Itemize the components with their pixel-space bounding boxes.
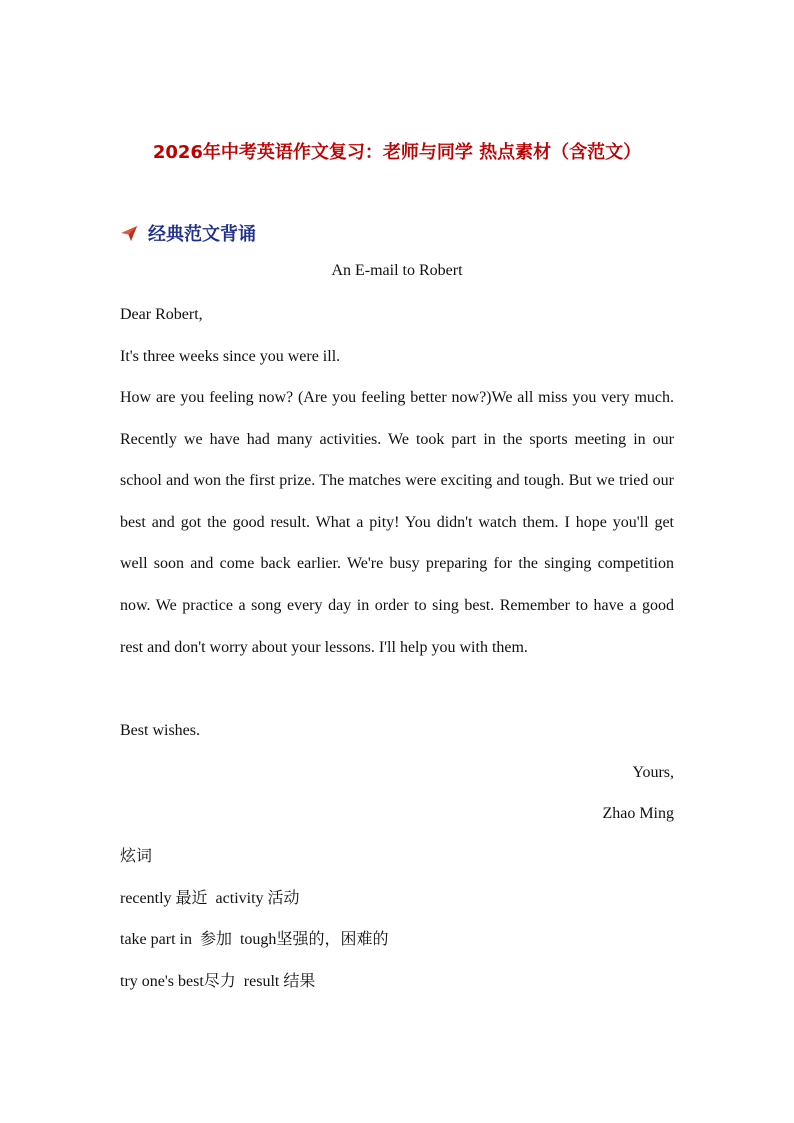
vocab-term: tough: [239, 931, 277, 948]
letter-sign-off: Yours,: [632, 764, 674, 781]
letter-sender: Zhao Ming: [602, 805, 674, 822]
vocabulary-line: [120, 877, 300, 920]
vocab-term: recently: [120, 890, 172, 907]
document-title: 2026年中考英语作文复习：老师与同学 热点素材（含范文）: [152, 142, 642, 163]
letter-opening: It's three weeks since you were ill.: [120, 348, 341, 365]
vocab-term: activity: [215, 890, 264, 907]
letter-greeting: Dear Robert,: [120, 306, 203, 323]
vocab-term: result: [243, 973, 280, 990]
letter-body: How are you feeling now? (Are you feeling better now?)We all miss you very much. Recently we have had many activities. We took part in the sports meeting in our school and won the first prize. The matches were exciting and tough. But we tried our best and got the good result. What a pity! You didn't watch them. I hope you'll get well soon and come back earlier. We're busy preparing for the singing competition now. We practice a song every day in order to sing best. Remember to have a good rest and don't worry about your lessons. I'll help you with them.: [120, 389, 674, 656]
vocab-meaning: 活动: [267, 888, 300, 907]
vocab-meaning: 结果: [283, 971, 316, 990]
vocab-meaning: 坚强的，困难的: [276, 929, 389, 948]
vocab-term: try one's best: [120, 973, 204, 990]
vocab-meaning: 参加: [199, 929, 232, 948]
vocabulary-line: [120, 918, 388, 961]
vocabulary-line: [120, 960, 315, 1003]
vocab-meaning: 最近: [175, 888, 208, 907]
vocab-term: take part in: [120, 931, 192, 948]
vocab-meaning: 尽力: [203, 971, 236, 990]
paper-plane-icon: [120, 224, 138, 242]
vocabulary-heading: 炫词: [120, 846, 153, 865]
section-heading: [120, 220, 256, 246]
letter-closing-wish: Best wishes.: [120, 722, 200, 739]
letter-title: An E-mail to Robert: [331, 262, 463, 279]
section-heading-label: 经典范文背诵: [148, 224, 256, 245]
